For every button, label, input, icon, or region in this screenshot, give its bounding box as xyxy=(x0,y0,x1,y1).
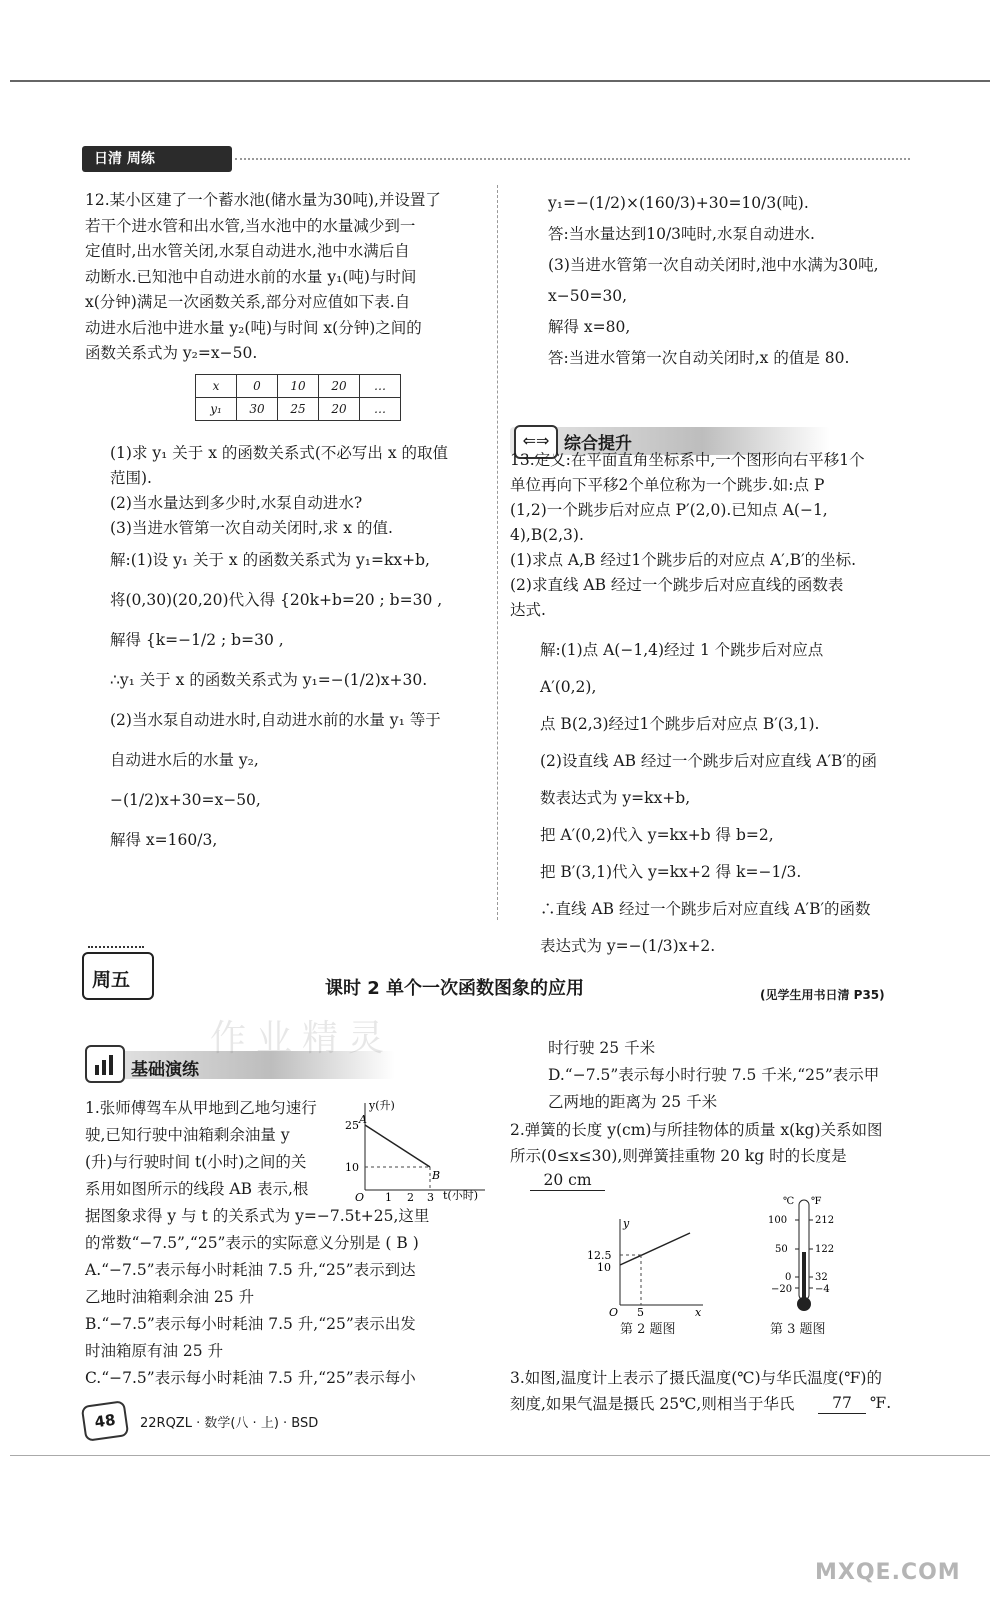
table-cell: 30 xyxy=(237,398,278,421)
tick-25: 25 xyxy=(345,1119,359,1132)
text-line: 数表达式为 y=kx+b, xyxy=(540,789,691,807)
tick-1: 1 xyxy=(385,1191,392,1204)
header-dotted-rule xyxy=(235,158,910,160)
text-line: 单位再向下平移2个单位称为一个跳步.如:点 P xyxy=(510,476,825,494)
origin: O xyxy=(355,1191,365,1204)
y-label: y xyxy=(623,1217,630,1230)
q3-answer-text: 77 xyxy=(832,1394,852,1412)
text-line: 解得 {k=−1/2 ; b=30 , xyxy=(110,631,284,649)
text-line: 范围). xyxy=(110,469,152,487)
f-212: 212 xyxy=(815,1215,835,1226)
bulb xyxy=(797,1297,811,1311)
table-cell: … xyxy=(360,375,401,398)
text-line: 点 B(2,3)经过1个跳步后对应点 B′(3,1). xyxy=(540,715,820,733)
text-line: A.“−7.5”表示每小时耗油 7.5 升,“25”表示到达 xyxy=(85,1261,416,1279)
bottom-rule xyxy=(10,1455,990,1456)
q2-caption: 第 2 题图 xyxy=(620,1322,676,1337)
q3-unit: ℉. xyxy=(870,1394,892,1412)
text-line: 13.定义:在平面直角坐标系中,一个图形向右平移1个 xyxy=(510,451,865,469)
table-cell: 10 xyxy=(278,375,319,398)
tick-10: 10 xyxy=(597,1261,611,1274)
text-line: (1,2)一个跳步后对应点 P′(2,0).已知点 A(−1, xyxy=(510,501,828,519)
top-rule xyxy=(10,80,990,82)
text-line: 时油箱原有油 25 升 xyxy=(85,1342,224,1360)
text-line: 时行驶 25 千米 xyxy=(548,1039,656,1057)
text-line: 2.弹簧的长度 y(cm)与所挂物体的质量 x(kg)关系如图 xyxy=(510,1121,883,1139)
table-cell: 20 xyxy=(319,398,360,421)
text-line: −(1/2)x+30=x−50, xyxy=(110,791,261,809)
section-title: 基础演练 xyxy=(131,1060,199,1080)
x-label: x xyxy=(695,1306,702,1319)
f-32: 32 xyxy=(815,1272,828,1283)
text-line: x−50=30, xyxy=(548,287,628,305)
c-50: 50 xyxy=(775,1244,788,1255)
text-line: D.“−7.5”表示每小时行驶 7.5 千米,“25”表示甲 xyxy=(548,1066,880,1084)
text-line: 系用如图所示的线段 AB 表示,根 xyxy=(85,1180,309,1198)
header-tag xyxy=(82,146,232,172)
section-title: 综合提升 xyxy=(564,434,632,454)
page-number: 48 xyxy=(93,1410,117,1432)
text-line: 自动进水后的水量 y₂, xyxy=(110,751,259,769)
unit-f: ℉ xyxy=(811,1196,822,1207)
text-line: 将(0,30)(20,20)代入得 {20k+b=20 ; b=30 , xyxy=(110,591,443,609)
q2-graph xyxy=(585,1215,710,1320)
text-line: (3)当进水管第一次自动关闭时,求 x 的值. xyxy=(110,519,393,537)
text-line: x(分钟)满足一次函数关系,部分对应值如下表.自 xyxy=(85,293,411,311)
text-line: 答:当水量达到10/3吨时,水泵自动进水. xyxy=(548,225,815,243)
spring-line xyxy=(620,1233,690,1265)
text-line: 12.某小区建了一个蓄水池(储水量为30吨),并设置了 xyxy=(85,191,441,209)
text-line: 解:(1)点 A(−1,4)经过 1 个跳步后对应点 xyxy=(540,641,824,659)
q3-caption: 第 3 题图 xyxy=(770,1322,826,1337)
table-cell: … xyxy=(360,398,401,421)
text-line: 把 A′(0,2)代入 y=kx+b 得 b=2, xyxy=(540,826,774,844)
tick-3: 3 xyxy=(427,1191,434,1204)
text-line: ∴直线 AB 经过一个跳步后对应直线 A′B′的函数 xyxy=(540,900,871,918)
footer-text: 22RQZL · 数学(八 · 上) · BSD xyxy=(140,1416,319,1431)
text-line: 解:(1)设 y₁ 关于 x 的函数关系式为 y₁=kx+b, xyxy=(110,551,430,569)
value-table xyxy=(195,374,401,421)
text-line: 表达式为 y=−(1/3)x+2. xyxy=(540,937,716,955)
text-line: (1)求点 A,B 经过1个跳步后的对应点 A′,B′的坐标. xyxy=(510,551,857,569)
text-line: 乙两地的距离为 25 千米 xyxy=(548,1093,718,1111)
text-line: C.“−7.5”表示每小时耗油 7.5 升,“25”表示每小 xyxy=(85,1369,416,1387)
site-watermark: MXQE.COM xyxy=(815,1560,961,1585)
lesson-title: 课时 2 单个一次函数图象的应用 xyxy=(325,978,585,999)
f-122: 122 xyxy=(815,1244,835,1255)
q3-thermometer xyxy=(765,1192,845,1317)
table-cell: x xyxy=(196,375,237,398)
q2-answer-text: 20 cm xyxy=(543,1171,592,1189)
text-line: (2)当水泵自动进水时,自动进水前的水量 y₁ 等于 xyxy=(110,711,441,729)
f-minus4: −4 xyxy=(815,1284,830,1295)
text-line: (升)与行驶时间 t(小时)之间的关 xyxy=(85,1153,307,1171)
text-line: 答:当进水管第一次自动关闭时,x 的值是 80. xyxy=(548,349,850,367)
text-line: 1.张师傅驾车从甲地到乙地匀速行 xyxy=(85,1099,317,1117)
tick-12-5: 12.5 xyxy=(587,1249,612,1262)
c-100: 100 xyxy=(768,1215,788,1226)
day-label: 周五 xyxy=(92,969,131,991)
text-line: 定值时,出水管关闭,水泵自动进水,池中水满后自 xyxy=(85,242,410,260)
text-line: 的常数“−7.5”,“25”表示的实际意义分别是 ( B ) xyxy=(85,1234,419,1252)
text-line: 达式. xyxy=(510,601,546,619)
text-line: 4),B(2,3). xyxy=(510,526,584,544)
tick-5: 5 xyxy=(637,1306,644,1319)
text-line: 把 B′(3,1)代入 y=kx+2 得 k=−1/3. xyxy=(540,863,802,881)
double-arrow-icon: ⇐⇒ xyxy=(514,425,558,459)
text-line: 乙地时油箱剩余油 25 升 xyxy=(85,1288,255,1306)
text-line: y₁=−(1/2)×(160/3)+30=10/3(吨). xyxy=(548,194,809,212)
q1-ylabel: y(升) xyxy=(369,1099,395,1112)
q2-answer xyxy=(530,1170,605,1191)
day-badge xyxy=(82,952,154,1000)
watermark: 作业精灵 xyxy=(210,1018,395,1059)
tick-10: 10 xyxy=(345,1161,359,1174)
text-line: 解得 x=160/3, xyxy=(110,831,218,849)
table-row xyxy=(196,398,401,421)
table-cell: 25 xyxy=(278,398,319,421)
mercury xyxy=(802,1252,806,1300)
lesson-ref: (见学生用书日清 P35) xyxy=(760,988,885,1002)
text-line: 动断水.已知池中自动进水前的水量 y₁(吨)与时间 xyxy=(85,267,417,286)
table-cell: 0 xyxy=(237,375,278,398)
q3-answer xyxy=(818,1393,866,1414)
q1-xlabel: t(小时) xyxy=(443,1189,479,1202)
page-number-badge xyxy=(81,1400,130,1442)
text-line: 据图象求得 y 与 t 的关系式为 y=−7.5t+25,这里 xyxy=(85,1207,430,1225)
text-line: (2)设直线 AB 经过一个跳步后对应直线 A′B′的函 xyxy=(540,752,877,770)
point-b: B xyxy=(432,1169,441,1182)
c-minus20: −20 xyxy=(771,1284,793,1295)
table-row xyxy=(196,375,401,398)
unit-c: ℃ xyxy=(783,1196,795,1207)
text-line: B.“−7.5”表示每小时耗油 7.5 升,“25”表示出发 xyxy=(85,1315,416,1333)
bar-chart-icon xyxy=(85,1045,125,1083)
text-line: 动进水后池中进水量 y₂(吨)与时间 x(分钟)之间的 xyxy=(85,318,422,337)
q1-graph xyxy=(335,1095,495,1205)
table-cell: 20 xyxy=(319,375,360,398)
text-line: (1)求 y₁ 关于 x 的函数关系式(不必写出 x 的取值 xyxy=(110,444,449,462)
header-label: 日清 周练 xyxy=(94,151,155,167)
tick-2: 2 xyxy=(407,1191,414,1204)
text-line: (3)当进水管第一次自动关闭时,池中水满为30吨, xyxy=(548,256,879,274)
text-line: 解得 x=80, xyxy=(548,318,631,336)
text-line: 函数关系式为 y₂=x−50. xyxy=(85,344,258,362)
c-0: 0 xyxy=(785,1272,792,1283)
text-line: (2)求直线 AB 经过一个跳步后对应直线的函数表 xyxy=(510,576,844,594)
table-cell: y₁ xyxy=(196,398,237,421)
origin: O xyxy=(609,1306,619,1319)
text-line: 刻度,如果气温是摄氏 25℃,则相当于华氏 xyxy=(510,1395,795,1413)
text-line: 驶,已知行驶中油箱剩余油量 y xyxy=(85,1126,290,1144)
bar-chart-glyph xyxy=(87,1047,123,1081)
spiral-binding xyxy=(88,946,144,956)
column-divider xyxy=(497,185,498,920)
text-line: A′(0,2), xyxy=(540,678,597,696)
text-line: ∴y₁ 关于 x 的函数关系式为 y₁=−(1/2)x+30. xyxy=(110,671,428,689)
segment-ab xyxy=(365,1125,430,1167)
point-a: A xyxy=(359,1113,367,1126)
text-line: 所示(0≤x≤30),则弹簧挂重物 20 kg 时的长度是 xyxy=(510,1147,847,1165)
text-line: 3.如图,温度计上表示了摄氏温度(℃)与华氏温度(℉)的 xyxy=(510,1369,882,1387)
text-line: (2)当水量达到多少时,水泵自动进水? xyxy=(110,494,363,512)
text-line: 若干个进水管和出水管,当水池中的水量减少到一 xyxy=(85,216,416,235)
